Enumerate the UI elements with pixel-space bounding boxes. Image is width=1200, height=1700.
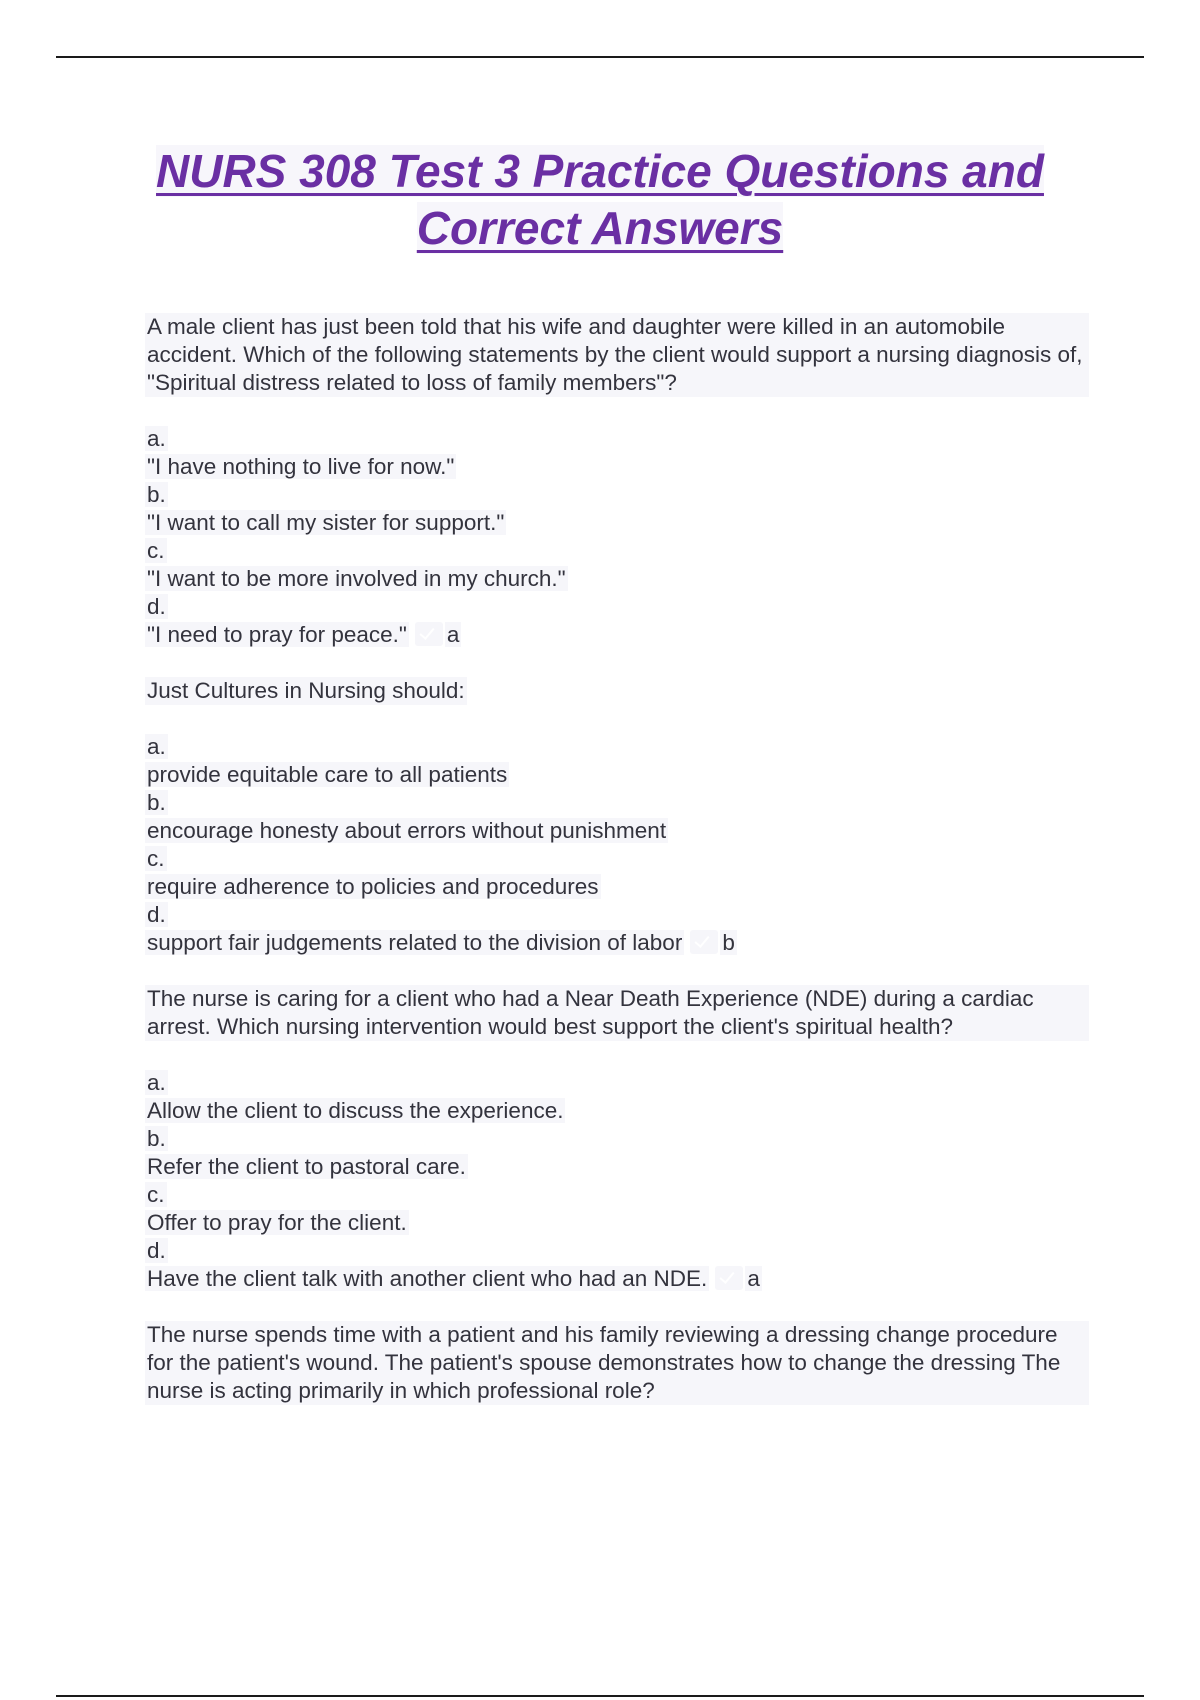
correct-answer: a: [747, 1266, 760, 1291]
title-line-1: NURS 308 Test 3 Practice Questions and: [156, 145, 1044, 197]
question-2: [145, 677, 1095, 957]
option-letter: b.: [147, 1126, 166, 1151]
correct-answer: a: [446, 622, 460, 647]
page-title: [100, 143, 1100, 257]
bottom-rule: [56, 1695, 1144, 1697]
checkbox-checked-icon: [690, 930, 718, 954]
option-text: "I have nothing to live for now.": [147, 454, 455, 479]
checkbox-checked-icon: [415, 622, 443, 646]
question-3: [145, 985, 1095, 1293]
option-text: Have the client talk with another client who had an NDE.: [147, 1266, 708, 1291]
option-letter: d.: [147, 594, 166, 619]
option-text: "I want to be more involved in my church.": [147, 566, 566, 591]
question-4: [145, 1321, 1095, 1405]
question-list: [145, 313, 1095, 1433]
option-letter: d.: [147, 902, 166, 927]
question-2-text: Just Cultures in Nursing should:: [147, 678, 465, 703]
option-text: "I want to call my sister for support.": [147, 510, 505, 535]
option-letter: b.: [147, 482, 166, 507]
option-letter: c.: [147, 538, 165, 563]
checkbox-checked-icon: [715, 1266, 743, 1290]
option-text: support fair judgements related to the division of labor: [147, 930, 683, 955]
question-3-options: [145, 1069, 1095, 1293]
question-3-text: The nurse is caring for a client who had a Near Death Experience (NDE) during a cardiac arrest. Which nursing intervention would best support the client's spiritual health?: [145, 985, 1089, 1041]
option-text: encourage honesty about errors without punishment: [147, 818, 667, 843]
top-rule: [56, 56, 1144, 58]
title-line-2: Correct Answers: [416, 202, 784, 254]
option-text: "I need to pray for peace.": [147, 622, 407, 647]
question-2-options: [145, 733, 1095, 957]
option-text: provide equitable care to all patients: [147, 762, 508, 787]
option-letter: a.: [147, 1070, 166, 1095]
option-letter: a.: [147, 426, 166, 451]
question-4-text: The nurse spends time with a patient and his family reviewing a dressing change procedure for the patient's wound. The patient's spouse demonstrates how to change the dressing The nurse is acting primarily in which professional role?: [145, 1321, 1089, 1405]
option-text: Allow the client to discuss the experience.: [147, 1098, 564, 1123]
option-letter: c.: [147, 846, 165, 871]
option-letter: d.: [147, 1238, 166, 1263]
option-text: Offer to pray for the client.: [147, 1210, 407, 1235]
question-1-options: [145, 425, 1095, 649]
question-1-text: A male client has just been told that his wife and daughter were killed in an automobile accident. Which of the following statements by the client would support a nursing diagnosis of, "Spiritual distress related to loss of family members"?: [145, 313, 1089, 397]
option-letter: a.: [147, 734, 166, 759]
option-text: Refer the client to pastoral care.: [147, 1154, 466, 1179]
option-letter: c.: [147, 1182, 165, 1207]
correct-answer: b: [722, 930, 735, 955]
option-letter: b.: [147, 790, 166, 815]
option-text: require adherence to policies and procedures: [147, 874, 599, 899]
question-1: [145, 313, 1095, 649]
